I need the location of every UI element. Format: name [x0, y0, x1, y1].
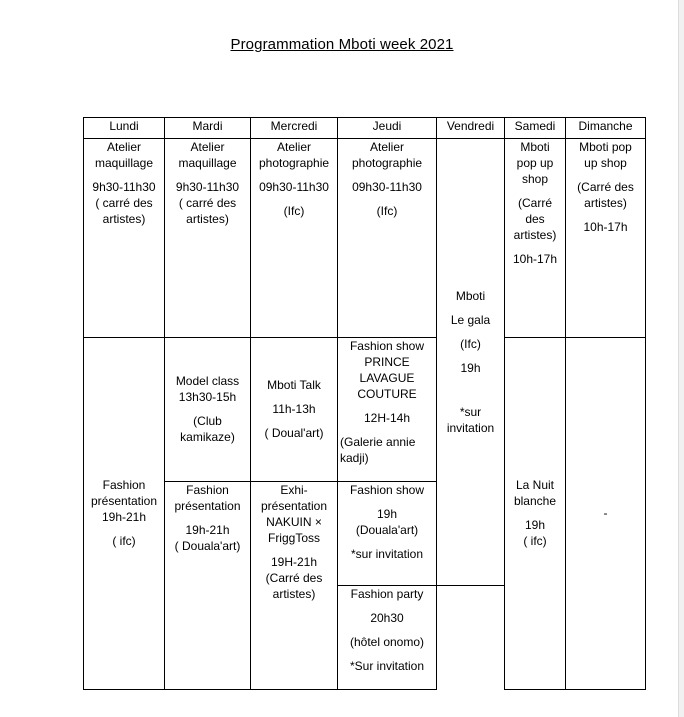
- event-venue: kadji): [340, 450, 369, 465]
- event-venue: ( ifc): [112, 534, 136, 549]
- day-header-vendredi: Vendredi: [437, 118, 505, 139]
- event-line: Fashion show: [349, 338, 425, 353]
- event-line: présentation: [174, 498, 241, 513]
- event-line: La Nuit: [515, 478, 555, 493]
- event-line: Atelier: [276, 139, 311, 154]
- event-venue: kamikaze): [180, 430, 235, 445]
- lundi-morning-cell: [84, 138, 165, 337]
- event-line: présentation: [90, 494, 158, 509]
- event-time: 20h30: [370, 610, 404, 625]
- event-line: PRINCE: [364, 354, 410, 369]
- jeudi-midday-cell: [338, 337, 437, 481]
- event-time: 19h-21h: [101, 510, 147, 525]
- event-time: 9h30-11h30: [175, 179, 240, 194]
- day-header-samedi: Samedi: [505, 118, 566, 139]
- event-time: 12H-14h: [363, 410, 411, 425]
- event-line: Atelier: [190, 139, 225, 154]
- dimanche-evening-cell: [566, 337, 646, 689]
- event-line: Fashion party: [350, 586, 424, 601]
- event-time: 19H-21h: [270, 554, 318, 569]
- document-title: Programmation Mboti week 2021: [230, 36, 454, 53]
- event-note: *sur invitation: [350, 546, 424, 561]
- event-line: shop: [521, 171, 549, 186]
- event-line: Atelier: [106, 139, 141, 154]
- event-line: Mboti pop: [579, 139, 632, 154]
- event-venue: (Ifc): [283, 203, 305, 218]
- mercredi-morning-cell: [251, 138, 338, 337]
- mercredi-evening-cell: [251, 481, 338, 689]
- event-venue: (Galerie annie: [340, 434, 416, 449]
- event-line: maquillage: [178, 155, 237, 170]
- mercredi-midday-cell: [251, 337, 338, 481]
- event-line: Mboti: [520, 139, 550, 154]
- event-venue: (Carré: [517, 195, 552, 210]
- midday-row: [84, 337, 646, 481]
- event-line: photographie: [351, 155, 423, 170]
- event-line: maquillage: [94, 155, 154, 170]
- event-line: NAKUIN ×: [266, 514, 322, 529]
- event-time: 10h-17h: [583, 219, 628, 234]
- day-header-mercredi: Mercredi: [251, 118, 338, 139]
- day-header-lundi: Lundi: [84, 118, 165, 139]
- vendredi-gala-cell: [437, 138, 505, 585]
- event-line: Fashion: [186, 482, 229, 497]
- event-line: présentation: [260, 498, 328, 513]
- event-venue: (Ifc): [460, 336, 481, 351]
- event-line: Model class: [175, 374, 240, 389]
- jeudi-morning-cell: [338, 138, 437, 337]
- event-venue: ( carré des: [95, 195, 153, 210]
- event-time: 9h30-11h30: [92, 179, 156, 194]
- event-venue: ( Douala'art): [174, 538, 241, 553]
- lundi-evening-cell: [84, 337, 165, 689]
- event-venue: artistes): [186, 211, 229, 226]
- jeudi-party-cell: [338, 585, 437, 689]
- event-time: 13h30-15h: [178, 390, 237, 405]
- event-line: Mboti: [455, 288, 486, 303]
- jeudi-show-cell: [338, 481, 437, 585]
- event-line: Fashion show: [349, 482, 425, 497]
- mardi-midday-cell: [165, 337, 251, 481]
- event-line: Fashion: [102, 478, 146, 493]
- event-time: 19h: [376, 506, 398, 521]
- event-time: 10h-17h: [512, 251, 558, 266]
- event-line: up shop: [584, 155, 627, 170]
- day-header-row: [84, 118, 646, 139]
- event-venue: artistes): [584, 195, 627, 210]
- schedule-table: [83, 117, 646, 690]
- event-line: FriggToss: [267, 530, 320, 545]
- event-note: *sur: [459, 404, 482, 419]
- event-venue: (Ifc): [376, 203, 398, 218]
- mardi-evening-cell: [165, 481, 251, 689]
- mardi-morning-cell: [165, 138, 251, 337]
- event-line: photographie: [258, 155, 330, 170]
- event-time: 11h-13h: [272, 402, 316, 417]
- dimanche-morning-cell: [566, 138, 646, 337]
- event-time: 09h30-11h30: [352, 179, 422, 194]
- event-time: 19h-21h: [185, 522, 230, 537]
- event-venue: (Carré des: [577, 179, 634, 194]
- event-venue: ( ifc): [523, 534, 547, 549]
- event-venue: (hôtel onomo): [349, 634, 425, 649]
- samedi-evening-cell: [505, 337, 566, 689]
- event-venue: artistes): [513, 227, 557, 242]
- event-line: LAVAGUE: [359, 370, 415, 385]
- event-line: Exhi-: [280, 482, 308, 497]
- event-note: invitation: [446, 420, 495, 435]
- event-note: *Sur invitation: [349, 658, 425, 673]
- event-venue: des: [525, 211, 545, 226]
- event-time: 19h: [524, 518, 546, 533]
- event-venue: ( Doual'art): [264, 426, 324, 441]
- event-venue: ( carré des: [178, 195, 237, 210]
- morning-row: [84, 138, 646, 337]
- empty-marker: -: [603, 506, 608, 521]
- event-venue: (Carré des: [265, 570, 323, 585]
- event-venue: (Club: [193, 414, 222, 429]
- event-time: 09h30-11h30: [259, 179, 329, 194]
- samedi-morning-cell: [505, 138, 566, 337]
- day-header-mardi: Mardi: [165, 118, 251, 139]
- event-venue: artistes): [102, 211, 146, 226]
- day-header-jeudi: Jeudi: [338, 118, 437, 139]
- event-line: Mboti Talk: [267, 378, 321, 393]
- event-line: Atelier: [369, 139, 404, 154]
- event-time: 19h: [460, 360, 481, 375]
- event-line: COUTURE: [357, 386, 417, 401]
- event-venue: (Douala'art): [355, 522, 419, 537]
- event-venue: artistes): [272, 586, 316, 601]
- event-line: Le gala: [450, 312, 491, 327]
- day-header-dimanche: Dimanche: [566, 118, 646, 139]
- event-line: blanche: [513, 494, 557, 509]
- event-line: pop up: [516, 155, 554, 170]
